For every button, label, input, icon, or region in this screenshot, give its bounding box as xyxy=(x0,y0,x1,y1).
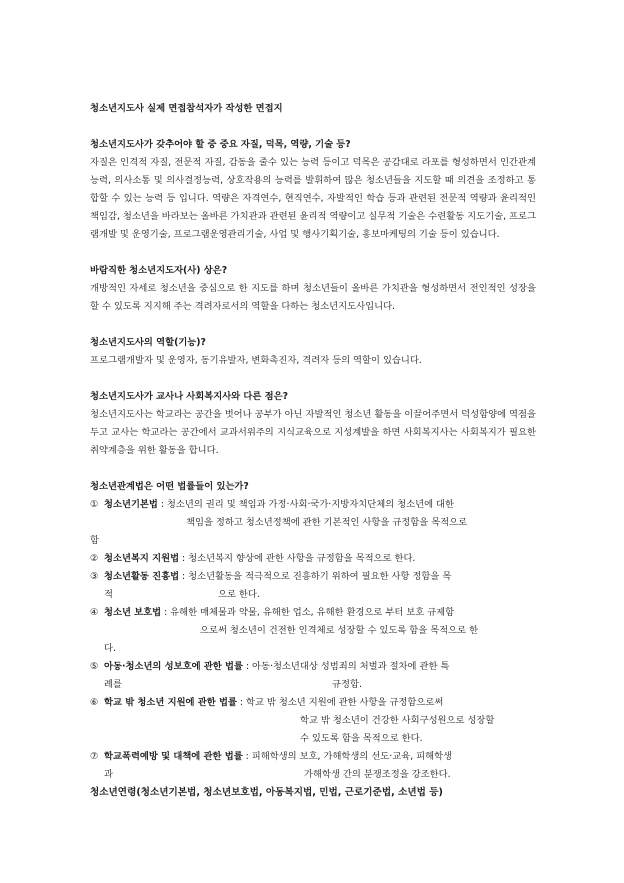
law-item xyxy=(90,658,536,694)
law-desc: : 아동·청소년대상 성범죄의 처벌과 절차에 관한 특 xyxy=(242,661,450,672)
question-heading: 청소년지도사가 갖추어야 할 중 중요 자질, 덕목, 역량, 기술 등? xyxy=(90,139,351,150)
law-desc: : 청소년의 권리 및 책임과 가정·사회·국가·지방자치단체의 청소년에 대한 xyxy=(157,499,454,510)
section-ideal-leader xyxy=(90,262,536,316)
law-name: 학교폭력예방 및 대책에 관한 법률 xyxy=(104,751,243,762)
law-desc-cont: 적 xyxy=(104,589,113,600)
law-desc-cont: 으로써 청소년이 건전한 인격체로 성장할 수 있도록 함을 목적으로 한 xyxy=(200,625,479,636)
section-difference xyxy=(90,388,536,460)
law-desc: : 청소년복지 향상에 관한 사항을 규정함을 목적으로 한다. xyxy=(179,553,416,564)
law-number: ④ xyxy=(90,607,99,618)
section-laws xyxy=(90,478,536,802)
law-desc-cont: 수 있도록 함을 목적으로 한다. xyxy=(300,733,423,744)
law-desc: : 청소년활동을 적극적으로 진흥하기 위하여 필요한 사항 정함을 목 xyxy=(179,571,452,582)
law-desc-cont: 가해학생 간의 분쟁조정을 강조한다. xyxy=(304,769,451,780)
law-desc: : 유해한 매체물과 약물, 유해한 업소, 유해한 환경으로 부터 보호 규제함 xyxy=(161,607,455,618)
law-name: 청소년기본법 xyxy=(104,499,158,510)
law-name: 청소년 보호법 xyxy=(104,607,162,618)
law-number: ⑦ xyxy=(90,751,99,762)
law-desc-cont: 다. xyxy=(104,643,116,654)
law-item xyxy=(90,568,536,604)
page-title: 청소년지도사 실제 면접참석자가 작성한 면접지 xyxy=(90,103,283,114)
law-number: ③ xyxy=(90,571,99,582)
law-name: 학교 밖 청소년 지원에 관한 법률 xyxy=(104,697,237,708)
answer-text: 개방적인 자세로 청소년을 중심으로 한 지도를 하며 청소년들이 올바른 가치관을 형성하면서 전인적인 성장을 할 수 있도록 지지해 주는 격려자로서의 역할을 다하는 청소년지도사입니다. xyxy=(90,283,536,312)
law-item xyxy=(90,694,536,748)
question-heading: 바람직한 청소년지도자(사) 상은? xyxy=(90,265,228,276)
law-desc-cont: 으로 한다. xyxy=(218,589,260,600)
law-name: 청소년활동 진흥법 xyxy=(104,571,180,582)
law-desc: : 학교 밖 청소년 지원에 관한 사항을 규정함으로써 xyxy=(236,697,444,708)
law-desc-cont: 례를 xyxy=(104,679,122,690)
law-desc: : 피해학생의 보호, 가해학생의 선도·교육, 피해학생 xyxy=(242,751,453,762)
law-number: ⑤ xyxy=(90,661,99,672)
answer-text: 자질은 인격적 자질, 전문적 자질, 감동을 줄수 있는 능력 등이고 덕목은 공감대로 라포를 형성하면서 인간관계능력, 의사소통 및 의사결정능력, 상호작용의 능력를 발휘하여 많은 청소년들을 지도할 때 의견을 조정하고 통합할 수 있는 능력 등 입니다. 역량은 자격연수, 현직연수, 자발적인 학습 등과 관련된 전문적 역량과 윤리적인 책임감, 청소년을 바라보는 올바른 가치관과 관련된 윤리적 역량이고 실무적 기술은 수련활동 지도기술, 프로그램개발 및 운영기술, 프로그램운영관리기술, 사업 및 행사기획기술, 홍보마케팅의 기술 등이 있습니다. xyxy=(90,157,536,240)
law-desc-cont: 책임을 정하고 청소년정책에 관한 기본적인 사항을 규정함을 목적으로 xyxy=(186,517,468,528)
law-desc-cont: 학교 밖 청소년이 건강한 사회구성원으로 성장할 xyxy=(300,715,495,726)
law-desc-cont: 함 xyxy=(90,535,99,546)
document-body xyxy=(90,100,536,802)
section-qualities xyxy=(90,136,536,244)
answer-text: 청소년지도사는 학교라는 공간을 벗어나 공부가 아닌 자발적인 청소년 활동을 이끌어주면서 덕성함양에 역점을 두고 교사는 학교라는 공간에서 교과서위주의 지식교육으로 지성계발을 하면 사회복지사는 사회복지가 필요한 취약계층을 위한 활동을 합니다. xyxy=(90,409,536,456)
law-item xyxy=(90,550,536,568)
question-heading: 청소년지도사가 교사나 사회복지사와 다른 점은? xyxy=(90,391,288,402)
question-heading: 청소년관계법은 어떤 법률들이 있는가? xyxy=(90,481,249,492)
section-role xyxy=(90,334,536,370)
answer-text: 프로그램개발자 및 운영자, 동기유발자, 변화촉진자, 격려자 등의 역할이 있습니다. xyxy=(90,355,422,366)
age-laws-heading: 청소년연령(청소년기본법, 청소년보호법, 아동복지법, 민법, 근로기준법, 소년법 등) xyxy=(90,787,443,798)
law-desc-cont: 규정함. xyxy=(332,679,362,690)
law-item xyxy=(90,748,536,784)
law-item xyxy=(90,496,536,550)
law-name: 청소년복지 지원법 xyxy=(104,553,180,564)
law-name: 아동·청소년의 성보호에 관한 법률 xyxy=(104,661,243,672)
law-number: ① xyxy=(90,499,99,510)
law-number: ⑥ xyxy=(90,697,99,708)
law-item xyxy=(90,604,536,658)
law-number: ② xyxy=(90,553,99,564)
question-heading: 청소년지도사의 역할(기능)? xyxy=(90,337,206,348)
law-desc-cont: 과 xyxy=(104,769,113,780)
